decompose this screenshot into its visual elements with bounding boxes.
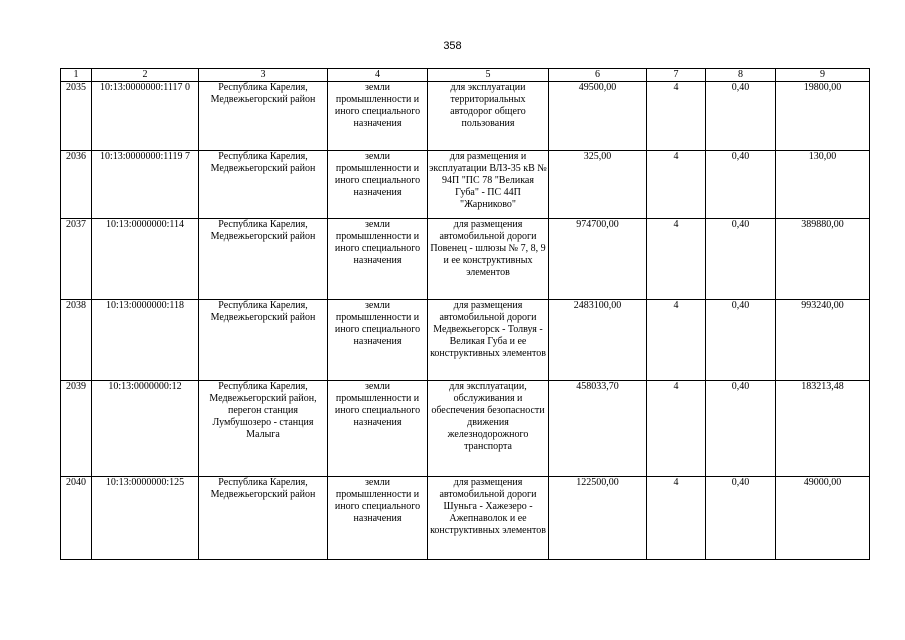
- column-7-value: 4: [647, 151, 706, 219]
- location: Республика Карелия, Медвежьегорский район: [199, 300, 328, 381]
- column-7-value: 4: [647, 219, 706, 300]
- permitted-use: для размещения автомобильной дороги Шуньга - Хажезеро - Ажепнаволок и ее конструктивных элементов: [428, 477, 549, 560]
- cadastral-number: 10:13:0000000:125: [92, 477, 199, 560]
- column-7-value: 4: [647, 477, 706, 560]
- row-number: 2036: [61, 151, 92, 219]
- location: Республика Карелия, Медвежьегорский район: [199, 477, 328, 560]
- table-row: [61, 151, 870, 219]
- column-header: 3: [199, 69, 328, 82]
- rate: 0,40: [706, 300, 776, 381]
- cadastral-number: 10:13:0000000:1119 7: [92, 151, 199, 219]
- location: Республика Карелия, Медвежьегорский район: [199, 219, 328, 300]
- row-number: 2037: [61, 219, 92, 300]
- area: 2483100,00: [549, 300, 647, 381]
- permitted-use: для размещения и эксплуатации ВЛЗ-35 кВ № 94П "ПС 78 "Великая Губа" - ПС 44П "Жарниково": [428, 151, 549, 219]
- location: Республика Карелия, Медвежьегорский район: [199, 151, 328, 219]
- land-category: земли промышленности и иного специального назначения: [328, 477, 428, 560]
- column-header: 7: [647, 69, 706, 82]
- land-category: земли промышленности и иного специального назначения: [328, 219, 428, 300]
- cadastral-number: 10:13:0000000:1117 0: [92, 82, 199, 151]
- rate: 0,40: [706, 477, 776, 560]
- land-plots-table: [60, 68, 870, 560]
- amount: 993240,00: [776, 300, 870, 381]
- rate: 0,40: [706, 219, 776, 300]
- area: 49500,00: [549, 82, 647, 151]
- row-number: 2035: [61, 82, 92, 151]
- permitted-use: для размещения автомобильной дороги Повенец - шлюзы № 7, 8, 9 и ее конструктивных элементов: [428, 219, 549, 300]
- column-header: 6: [549, 69, 647, 82]
- amount: 389880,00: [776, 219, 870, 300]
- area: 974700,00: [549, 219, 647, 300]
- location: Республика Карелия, Медвежьегорский район, перегон станция Лумбушозеро - станция Малыга: [199, 381, 328, 477]
- column-header: 4: [328, 69, 428, 82]
- row-number: 2038: [61, 300, 92, 381]
- row-number: 2040: [61, 477, 92, 560]
- column-7-value: 4: [647, 381, 706, 477]
- amount: 49000,00: [776, 477, 870, 560]
- table-row: [61, 300, 870, 381]
- land-category: земли промышленности и иного специального назначения: [328, 151, 428, 219]
- table-row: [61, 381, 870, 477]
- cadastral-number: 10:13:0000000:114: [92, 219, 199, 300]
- column-header: 2: [92, 69, 199, 82]
- amount: 183213,48: [776, 381, 870, 477]
- area: 325,00: [549, 151, 647, 219]
- column-7-value: 4: [647, 82, 706, 151]
- table-row: [61, 82, 870, 151]
- area: 458033,70: [549, 381, 647, 477]
- rate: 0,40: [706, 151, 776, 219]
- column-7-value: 4: [647, 300, 706, 381]
- permitted-use: для эксплуатации, обслуживания и обеспечения безопасности движения железнодорожного транспорта: [428, 381, 549, 477]
- column-header: 8: [706, 69, 776, 82]
- table-row: [61, 477, 870, 560]
- rate: 0,40: [706, 381, 776, 477]
- permitted-use: для эксплуатации территориальных автодорог общего пользования: [428, 82, 549, 151]
- land-category: земли промышленности и иного специального назначения: [328, 381, 428, 477]
- rate: 0,40: [706, 82, 776, 151]
- cadastral-number: 10:13:0000000:12: [92, 381, 199, 477]
- column-header: 5: [428, 69, 549, 82]
- location: Республика Карелия, Медвежьегорский район: [199, 82, 328, 151]
- header-row: [61, 69, 870, 82]
- area: 122500,00: [549, 477, 647, 560]
- table-row: [61, 219, 870, 300]
- land-category: земли промышленности и иного специального назначения: [328, 82, 428, 151]
- amount: 130,00: [776, 151, 870, 219]
- page-number: 358: [443, 40, 462, 52]
- column-header: 9: [776, 69, 870, 82]
- land-category: земли промышленности и иного специального назначения: [328, 300, 428, 381]
- column-header: 1: [61, 69, 92, 82]
- amount: 19800,00: [776, 82, 870, 151]
- permitted-use: для размещения автомобильной дороги Медвежьегорск - Толвуя - Великая Губа и ее конструктивных элементов: [428, 300, 549, 381]
- cadastral-number: 10:13:0000000:118: [92, 300, 199, 381]
- row-number: 2039: [61, 381, 92, 477]
